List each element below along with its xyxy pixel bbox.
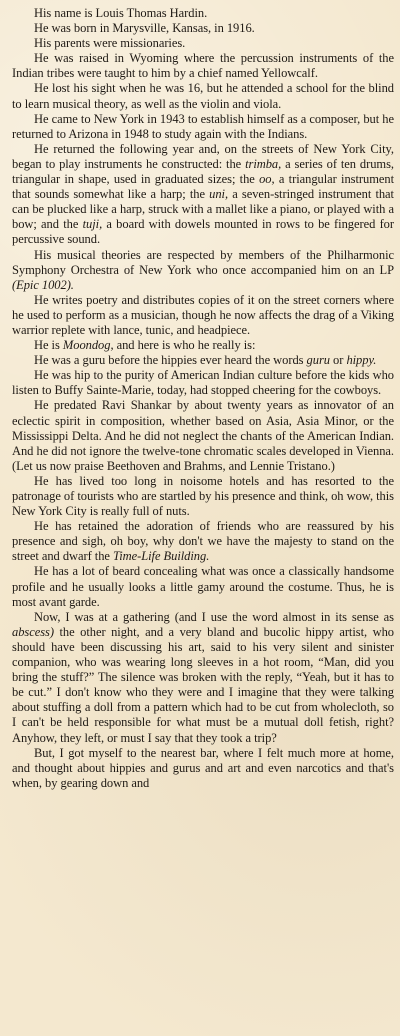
italic-text: tuji,	[82, 217, 103, 232]
text-run: He returned the following year and, on the streets of New York City, began to play instruments he constructed: the	[12, 141, 394, 171]
paragraph	[12, 51, 394, 81]
paragraph	[12, 564, 394, 609]
paragraph	[12, 610, 394, 746]
italic-text: hippy.	[346, 353, 377, 368]
italic-text: (Epic 1002).	[12, 277, 74, 292]
text-run: His parents were missionaries.	[34, 36, 186, 51]
paragraph	[12, 142, 394, 248]
text-run: He writes poetry and distributes copies of it on the street corners where he used to perform as a musician, though he now affects the drag of a Viking warrior replete with lance, tunic, and headpiece.	[12, 292, 394, 337]
text-run: He was raised in Wyoming where the percussion instruments of the Indian tribes were taught to him by a chief named Yellowcalf.	[12, 51, 394, 81]
text-run: He has a lot of beard concealing what was once a classically handsome profile and he usually looks a little gamy around the costume. Thus, he is most avant garde.	[12, 564, 394, 609]
text-run: He has lived too long in noisome hotels and has resorted to the patronage of tourists who are startled by his presence and think, oh wow, this New York City is really full of nuts.	[12, 473, 394, 519]
italic-text: trimba,	[245, 156, 282, 171]
article-body	[12, 6, 394, 791]
text-run: He was a guru before the hippies ever heard the words	[34, 353, 307, 368]
text-run: He came to New York in 1943 to establish himself as a composer, but he returned to Arizona in 1948 to study again with the Indians.	[12, 111, 394, 141]
italic-text: abscess)	[12, 624, 54, 639]
paragraph	[12, 398, 394, 473]
text-run: or	[329, 353, 347, 368]
text-run: Now, I was at a gathering (and I use the word almost in its sense as	[34, 609, 394, 624]
italic-text: guru	[306, 353, 330, 368]
text-run: He has retained the adoration of friends who are reassured by his presence and sigh, oh boy, why don't we have the majesty to stand on the street and dwarf the	[12, 519, 394, 564]
text-run: a seven-stringed instrument that can be plucked like a harp, struck with a mallet like a piano, or played with a bow; and the	[12, 187, 394, 232]
text-run: He lost his sight when he was 16, but he attended a school for the blind to learn musical theory, as well as the violin and viola.	[12, 81, 394, 111]
paragraph	[12, 112, 394, 142]
paragraph	[12, 338, 394, 353]
paragraph	[12, 248, 394, 293]
paragraph	[12, 368, 394, 398]
text-run: He was born in Marysville, Kansas, in 1916.	[34, 21, 255, 36]
text-run: a board with dowels mounted in rows to be fingered for percussive sound.	[12, 217, 394, 247]
paragraph	[12, 353, 394, 368]
text-run: But, I got myself to the nearest bar, where I felt much more at home, and thought about hippies and gurus and art and even narcotics and that's when, by gearing down and	[12, 745, 394, 790]
text-run: and here is who he really is:	[113, 338, 256, 353]
text-run: a triangular instrument that sounds somewhat like a harp; the	[12, 172, 395, 202]
text-run: He predated Ravi Shankar by about twenty years as innovator of an eclectic spirit in composition, whether based on Asia, Asia Minor, or the Mississippi Delta. And he did not neglect the chants of the American Indian. And he did not ignore the twelve-tone chromatic scales developed in Vienna. (Let us now praise Beethoven and Brahms, and Lennie Tristano.)	[12, 398, 394, 473]
paragraph	[12, 519, 394, 564]
paragraph	[12, 81, 394, 111]
text-run: the other night, and a very bland and bucolic hippy artist, who should have been discussing his art, said to his very silent and sinister companion, who was wearing long sleeves in a hot room, “Man, did you bring the stuff?” The silence was broken with the reply, “Yeah, but it has to be cut.” I don't know who they were and I imagine that they were talking about stuffing a doll from a pattern which had to be cut from wholecloth, so I can't be held responsible for what must be a mutual doll fetish, right? Anyhow, they left, or must I say that they took a trip?	[12, 624, 394, 745]
italic-text: Time-Life Building.	[113, 549, 210, 564]
paragraph	[12, 474, 394, 519]
paragraph	[12, 293, 394, 338]
italic-text: Moondog,	[62, 338, 114, 353]
text-run: a series of ten drums, triangular in shape, used in graduated sizes; the	[12, 156, 394, 187]
italic-text: oo,	[259, 172, 275, 187]
text-run: He is	[34, 338, 63, 353]
text-run: He was hip to the purity of American Indian culture before the kids who listen to Buffy Sainte-Marie, today, had stopped cheering for the cowboys.	[12, 368, 394, 398]
paragraph	[12, 36, 394, 51]
paragraph	[12, 6, 394, 21]
paragraph	[12, 746, 394, 791]
text-run: His musical theories are respected by members of the Philharmonic Symphony Orchestra of New York who once accompanied him on an LP	[12, 247, 394, 277]
text-run: His name is Louis Thomas Hardin.	[34, 6, 208, 20]
paragraph	[12, 21, 394, 36]
italic-text: uni,	[209, 187, 229, 202]
